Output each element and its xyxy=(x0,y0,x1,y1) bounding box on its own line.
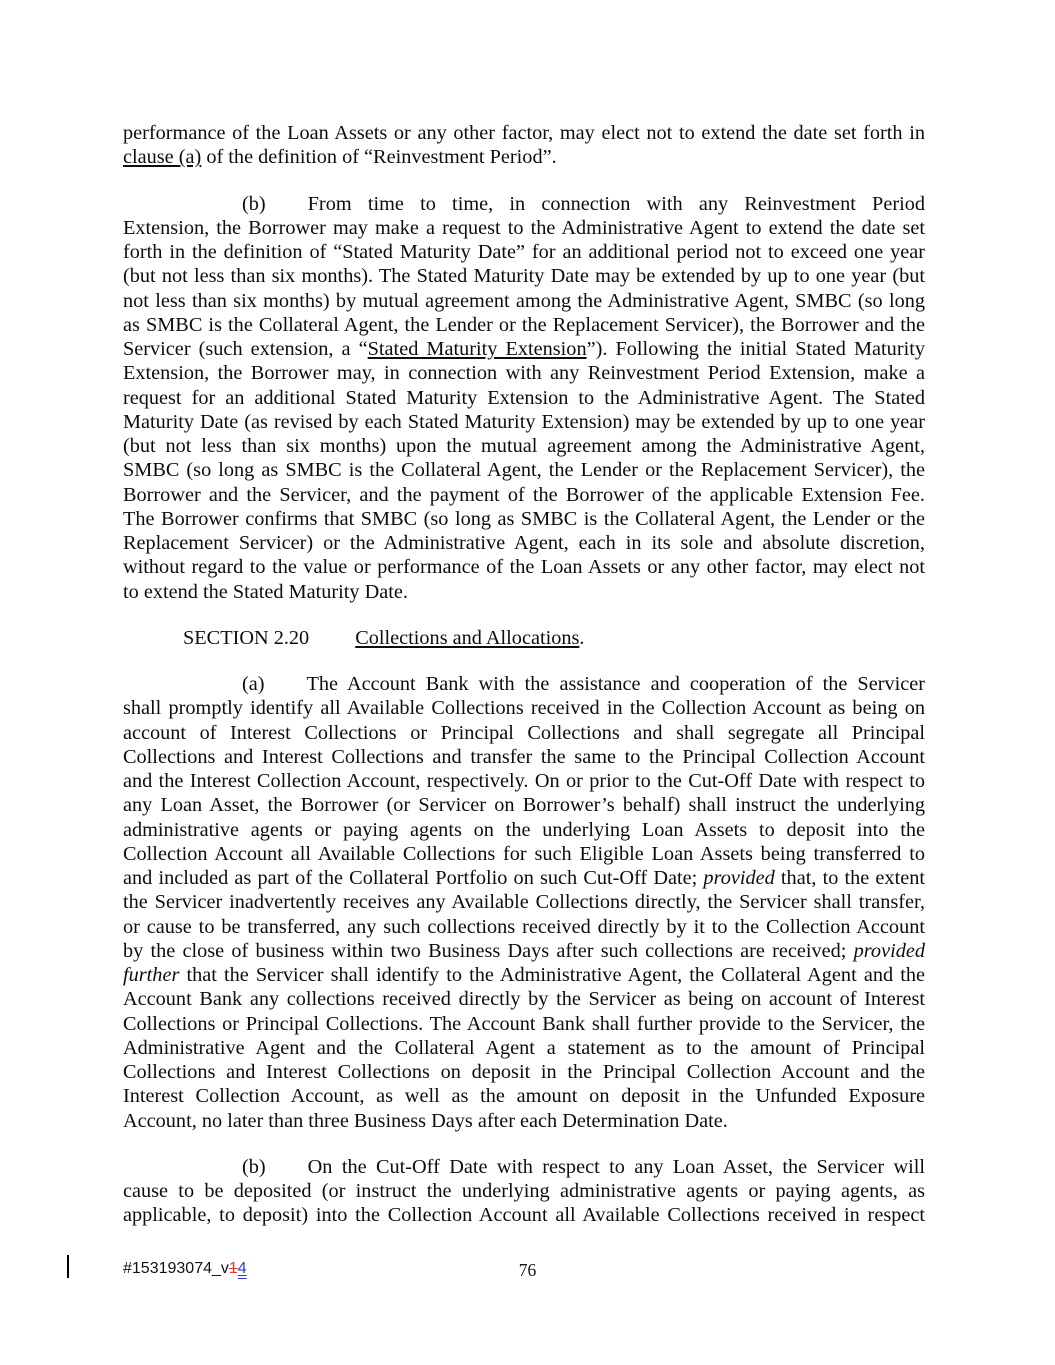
text-line xyxy=(123,555,925,579)
text-line xyxy=(123,1084,925,1108)
text-line xyxy=(123,890,925,914)
text-run: shall promptly identify all Available Collections received in the Collection Account as being on xyxy=(123,697,925,720)
text-line xyxy=(123,192,925,216)
text-line xyxy=(123,769,925,793)
text-run: (but not less than six months). The Stated Maturity Date may be extended by up to one year (but xyxy=(123,265,925,288)
tab-spacer xyxy=(123,209,242,210)
text-line xyxy=(123,696,925,720)
document-content xyxy=(123,121,925,1250)
text-run: Interest Collection Account, as well as the amount on deposit in the Unfunded Exposure xyxy=(123,1085,925,1108)
text-line xyxy=(123,915,925,939)
text-run: cause to be deposited (or instruct the underlying administrative agents or paying agents, as xyxy=(123,1180,925,1202)
text-run: Collections or Principal Collections. The Account Bank shall further provide to the Servicer, the xyxy=(123,1012,925,1035)
paragraph-b-cutoff-date xyxy=(123,1155,925,1228)
paragraph-a-collections xyxy=(123,672,925,1133)
text-line xyxy=(123,434,925,458)
italic-text: further xyxy=(123,964,180,986)
text-line xyxy=(123,1203,925,1227)
tab-spacer xyxy=(266,1172,308,1173)
paragraph-continuation xyxy=(123,121,925,170)
text-run: Collections and Interest Collections on deposit in the Principal Collection Account and the xyxy=(123,1061,925,1083)
footer-version-inserted: 4 xyxy=(237,1260,247,1277)
text-run: SMBC (so long as SMBC is the Collateral Agent, the Lender or the Replacement Servicer), the xyxy=(123,459,925,482)
text-line xyxy=(123,264,925,288)
text-line xyxy=(123,337,925,361)
text-run: by the close of business within two Business Days after such collections are received; xyxy=(123,939,854,962)
text-line xyxy=(123,721,925,745)
text-run: Administrative Agent and the Collateral Agent a statement as to the amount of Principal xyxy=(123,1036,925,1059)
italic-text: provided xyxy=(853,939,925,962)
text-line xyxy=(123,483,925,507)
text-line xyxy=(123,745,925,769)
text-run: request for an additional Stated Maturity Extension to the Administrative Agent. The Stated xyxy=(123,386,925,409)
text-line xyxy=(123,842,925,866)
section-heading-2-20 xyxy=(123,626,925,650)
text-run: (but not less than six months) upon the mutual agreement among the Administrative Agent, xyxy=(123,435,925,457)
text-line xyxy=(123,121,925,145)
text-line xyxy=(123,507,925,531)
text-line xyxy=(123,987,925,1011)
text-line xyxy=(123,240,925,264)
text-run: to extend the Stated Maturity Date. xyxy=(123,580,408,603)
text-line xyxy=(123,1155,925,1179)
text-run: that, to the extent xyxy=(774,867,925,889)
underlined-term: Stated Maturity Extension xyxy=(367,338,587,360)
text-run: the Servicer inadvertently receives any Available Collections directly, the Servicer shall transfer, xyxy=(123,891,925,914)
footer-version-deleted: 1 xyxy=(228,1260,238,1277)
text-run: (b) xyxy=(242,192,266,215)
text-run: as SMBC is the Collateral Agent, the Lender or the Replacement Servicer), the Borrower and the xyxy=(123,313,925,336)
text-run: not less than six months) by mutual agreement among the Administrative Agent, SMBC (so long xyxy=(123,289,925,312)
footer-doc-id-prefix: #153193074_v xyxy=(123,1260,229,1277)
text-run: ”). Following the initial Stated Maturity xyxy=(586,338,925,360)
text-line xyxy=(123,1012,925,1036)
text-run: (b) xyxy=(242,1155,266,1178)
text-line xyxy=(123,793,925,817)
text-line xyxy=(123,386,925,410)
text-run: account of Interest Collections or Principal Collections and shall segregate all Principal xyxy=(123,721,925,744)
text-line xyxy=(123,458,925,482)
tab-spacer xyxy=(266,209,308,210)
text-line xyxy=(123,313,925,337)
text-run: of the definition of “Reinvestment Period”. xyxy=(201,146,557,169)
text-run: Collection Account all Available Collections for such Eligible Loan Assets being transferred to xyxy=(123,842,925,865)
text-line xyxy=(123,963,925,987)
footer-page-number: 76 xyxy=(518,1260,537,1280)
tab-spacer xyxy=(309,643,355,644)
text-run: Servicer (such extension, a “ xyxy=(123,338,368,360)
text-line xyxy=(123,361,925,385)
paragraph-b-stated-maturity xyxy=(123,192,925,604)
italic-text: provided xyxy=(703,867,775,889)
text-line xyxy=(123,410,925,434)
text-run: without regard to the value or performance of the Loan Assets or any other factor, may elect not xyxy=(123,556,925,579)
tab-spacer xyxy=(123,689,242,690)
text-line xyxy=(123,1036,925,1060)
underlined-term: clause (a) xyxy=(123,146,202,169)
tab-spacer xyxy=(265,689,307,690)
text-run: Maturity Date (as revised by each Stated Maturity Extension) may be extended by up to one year xyxy=(123,410,925,433)
text-run: and the Interest Collection Account, respectively. On or prior to the Cut-Off Date with respect to xyxy=(123,770,925,792)
text-line xyxy=(123,939,925,963)
text-run: (a) xyxy=(242,673,265,695)
text-line xyxy=(123,145,925,169)
text-run: administrative agents or paying agents on the underlying Loan Assets to deposit into the xyxy=(123,818,925,841)
text-line xyxy=(123,818,925,842)
text-line xyxy=(123,580,925,604)
text-run: Collections and Interest Collections and transfer the same to the Principal Collection Account xyxy=(123,745,925,768)
text-run: forth in the definition of “Stated Maturity Date” for an additional period not to exceed one year xyxy=(123,241,925,263)
text-line xyxy=(123,531,925,555)
text-run: On the Cut-Off Date with respect to any Loan Asset, the Servicer will xyxy=(307,1155,925,1178)
text-line xyxy=(123,289,925,313)
text-line xyxy=(123,866,925,890)
text-line xyxy=(123,1179,925,1203)
text-line xyxy=(123,216,925,240)
text-run: and included as part of the Collateral Portfolio on such Cut-Off Date; xyxy=(123,867,704,889)
text-run: SECTION 2.20 xyxy=(183,626,310,649)
text-line xyxy=(123,626,925,650)
underlined-term: Collections and Allocations xyxy=(355,626,580,649)
text-line xyxy=(123,1109,925,1133)
tab-spacer xyxy=(123,1172,242,1173)
text-run: The Account Bank with the assistance and cooperation of the Servicer xyxy=(306,673,925,695)
text-run: that the Servicer shall identify to the Administrative Agent, the Collateral Agent and the xyxy=(179,964,925,986)
text-run: Borrower and the Servicer, and the payment of the Borrower of the applicable Extension Fee. xyxy=(123,483,925,506)
text-run: performance of the Loan Assets or any other factor, may elect not to extend the date set forth in xyxy=(123,122,925,144)
text-run: Account, no later than three Business Days after each Determination Date. xyxy=(123,1109,728,1132)
text-line xyxy=(123,672,925,696)
tab-spacer xyxy=(123,643,183,644)
text-run: From time to time, in connection with any Reinvestment Period xyxy=(307,192,925,215)
text-run: Extension, the Borrower may, in connection with any Reinvestment Period Extension, make a xyxy=(123,362,925,385)
text-run: . xyxy=(579,626,585,649)
text-run: Account Bank any collections received directly by the Servicer as being on account of Interest xyxy=(123,988,925,1011)
text-run: Replacement Servicer) or the Administrative Agent, each in its sole and absolute discretion, xyxy=(123,532,925,554)
text-run: applicable, to deposit) into the Collection Account all Available Collections received in respect xyxy=(123,1204,925,1227)
text-line xyxy=(123,1060,925,1084)
text-run: any Loan Asset, the Borrower (or Servicer on Borrower’s behalf) shall instruct the underlying xyxy=(123,794,925,817)
text-run: Extension, the Borrower may make a request to the Administrative Agent to extend the date set xyxy=(123,216,925,239)
text-run: The Borrower confirms that SMBC (so long as SMBC is the Collateral Agent, the Lender or the xyxy=(123,507,925,530)
text-run: or cause to be transferred, any such collections received directly by it to the Collection Account xyxy=(123,915,925,938)
